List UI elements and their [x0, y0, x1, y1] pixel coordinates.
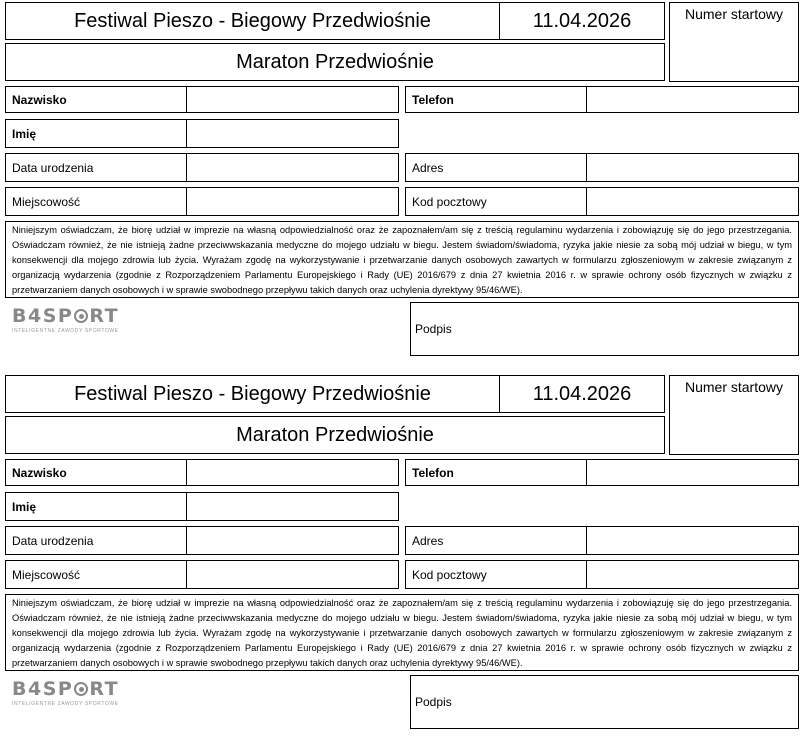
city-label: Miejscowość — [5, 560, 187, 589]
event-title: Festiwal Pieszo - Biegowy Przedwiośnie — [5, 2, 500, 40]
event-date: 11.04.2026 — [499, 2, 665, 40]
consent-statement: Niniejszym oświadczam, że biorę udział w imprezie na własną odpowiedzialność oraz że zapoznałem/am się z treścią regulaminu wydarzenia i zobowiązuję się do jego przestrzegania. Oświadczam również, że nie istnieją żadne przeciwwskazania medyczne do mojego udziału w biegu. Jestem świadom/świadoma, ryzyka jakie niesie za sobą mój udział w biegu, w tym konsekwencji dla mojego zdrowia lub życia. Wyrażam zgodę na wykorzystywanie i przetwarzanie danych osobowych zawartych w formularzu zgłoszeniowym w zakresie związanym z organizacją wydarzenia (zgodnie z Rozporządzeniem Parlamentu Europejskiego i Rady (UE) 2016/679 z dnia 27 kwietnia 2016 r. w sprawie ochrony osób fizycznych w związku z przetwarzaniem danych osobowych i w sprawie swobodnego przepływu takich danych oraz uchylenia dyrektywy 95/46/WE). — [5, 594, 799, 671]
surname-label: Nazwisko — [5, 86, 187, 113]
start-number-box[interactable] — [669, 375, 799, 455]
phone-label: Telefon — [405, 86, 587, 113]
signature-box[interactable] — [410, 675, 799, 729]
registration-form-2 — [0, 373, 806, 746]
first-name-label: Imię — [5, 119, 187, 148]
event-date: 11.04.2026 — [499, 375, 665, 413]
surname-field[interactable] — [186, 86, 399, 113]
event-title: Festiwal Pieszo - Biegowy Przedwiośnie — [5, 375, 500, 413]
logo-ring-icon — [74, 682, 88, 696]
consent-statement: Niniejszym oświadczam, że biorę udział w imprezie na własną odpowiedzialność oraz że zapoznałem/am się z treścią regulaminu wydarzenia i zobowiązuję się do jego przestrzegania. Oświadczam również, że nie istnieją żadne przeciwwskazania medyczne do mojego udziału w biegu. Jestem świadom/świadoma, ryzyka jakie niesie za sobą mój udział w biegu, w tym konsekwencji dla mojego zdrowia lub życia. Wyrażam zgodę na wykorzystywanie i przetwarzanie danych osobowych zawartych w formularzu zgłoszeniowym w zakresie związanym z organizacją wydarzenia (zgodnie z Rozporządzeniem Parlamentu Europejskiego i Rady (UE) 2016/679 z dnia 27 kwietnia 2016 r. w sprawie ochrony osób fizycznych w związku z przetwarzaniem danych osobowych i w sprawie swobodnego przepływu takich danych oraz uchylenia dyrektywy 95/46/WE). — [5, 221, 799, 298]
city-field[interactable] — [186, 560, 399, 589]
birthdate-field[interactable] — [186, 153, 399, 182]
logo-text-a: B4SP — [12, 305, 74, 327]
first-name-label: Imię — [5, 492, 187, 521]
city-label: Miejscowość — [5, 187, 187, 216]
start-number-label: Numer startowy — [684, 379, 784, 395]
phone-field[interactable] — [586, 86, 799, 113]
first-name-field[interactable] — [186, 119, 399, 148]
postal-code-label: Kod pocztowy — [405, 187, 587, 216]
logo-ring-icon — [74, 309, 88, 323]
b4sport-logo — [12, 306, 132, 338]
surname-label: Nazwisko — [5, 459, 187, 486]
address-field[interactable] — [586, 153, 799, 182]
surname-field[interactable] — [186, 459, 399, 486]
address-field[interactable] — [586, 526, 799, 555]
signature-label: Podpis — [415, 322, 452, 336]
signature-box[interactable] — [410, 302, 799, 356]
postal-code-label: Kod pocztowy — [405, 560, 587, 589]
race-name: Maraton Przedwiośnie — [5, 43, 665, 81]
address-label: Adres — [405, 153, 587, 182]
postal-code-field[interactable] — [586, 560, 799, 589]
start-number-label: Numer startowy — [684, 6, 784, 22]
start-number-box[interactable] — [669, 2, 799, 82]
birthdate-label: Data urodzenia — [5, 153, 187, 182]
logo-tagline: INTELIGENTNE ZAWODY SPORTOWE — [12, 328, 119, 334]
logo-text-b: RT — [89, 678, 120, 700]
logo-text-a: B4SP — [12, 678, 74, 700]
b4sport-logo — [12, 679, 132, 711]
birthdate-label: Data urodzenia — [5, 526, 187, 555]
postal-code-field[interactable] — [586, 187, 799, 216]
logo-tagline: INTELIGENTNE ZAWODY SPORTOWE — [12, 701, 119, 707]
city-field[interactable] — [186, 187, 399, 216]
first-name-field[interactable] — [186, 492, 399, 521]
logo-text-b: RT — [89, 305, 120, 327]
birthdate-field[interactable] — [186, 526, 399, 555]
race-name: Maraton Przedwiośnie — [5, 416, 665, 454]
signature-label: Podpis — [415, 695, 452, 709]
address-label: Adres — [405, 526, 587, 555]
phone-label: Telefon — [405, 459, 587, 486]
phone-field[interactable] — [586, 459, 799, 486]
